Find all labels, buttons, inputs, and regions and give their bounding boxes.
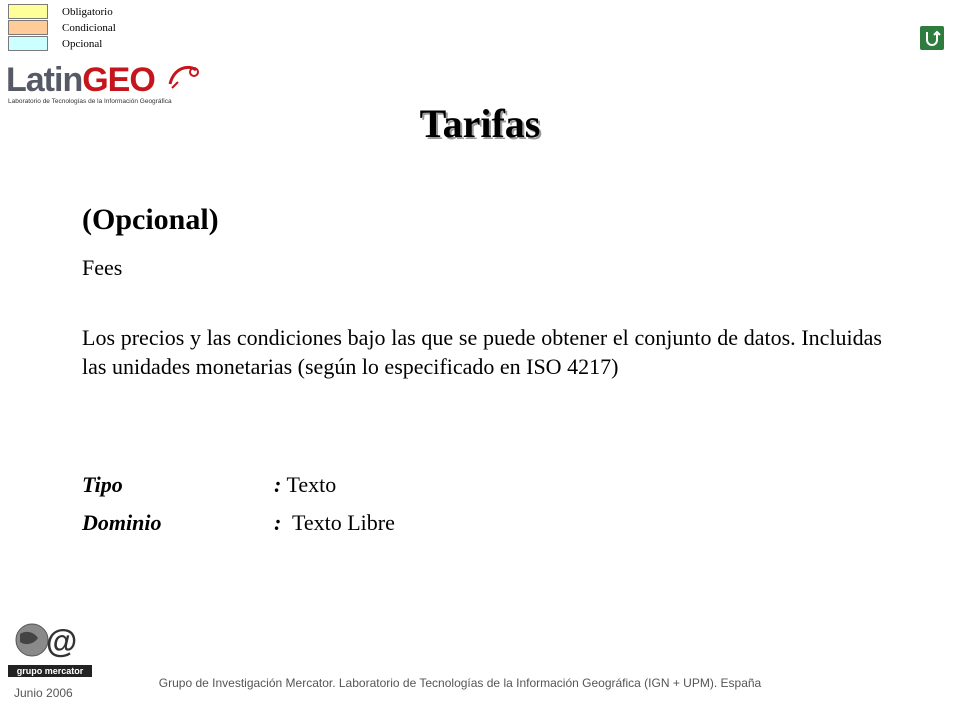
- legend-swatch-condicional: [8, 20, 48, 35]
- logo-subtitle: Laboratorio de Tecnologías de la Información Geográfica: [8, 98, 172, 105]
- logo-wordmark: [6, 60, 155, 100]
- obligation-label: (Opcional): [82, 203, 219, 236]
- logo-swirl-icon: [166, 62, 202, 92]
- field-value-tipo: [274, 472, 336, 498]
- description-text: Los precios y las condiciones bajo las que se puede obtener el conjunto de datos. Incluidas las unidades monetarias (según lo especificado en ISO 4217): [82, 325, 882, 379]
- footer-text: Grupo de Investigación Mercator. Laboratorio de Tecnologías de la Información Geográfica (IGN + UPM). España: [158, 676, 762, 690]
- legend-label-obligatorio: Obligatorio: [62, 6, 113, 18]
- legend-swatch-opcional: [8, 36, 48, 51]
- field-value-dominio: [274, 510, 395, 536]
- undo-icon[interactable]: [920, 26, 944, 50]
- globe-at-icon: [8, 622, 98, 658]
- field-key-tipo: Tipo: [82, 472, 123, 497]
- legend-label-opcional: Opcional: [62, 38, 103, 50]
- svg-text:@: @: [46, 623, 78, 658]
- english-name: Fees: [82, 255, 123, 280]
- slide-title: Tarifas: [419, 101, 541, 146]
- field-colon: :: [274, 472, 282, 497]
- field-value-text: Texto: [286, 472, 337, 497]
- field-colon: :: [274, 510, 282, 535]
- legend-label-condicional: Condicional: [62, 22, 116, 34]
- logo-latin-text: Latin: [6, 61, 83, 99]
- field-key-dominio: Dominio: [82, 510, 162, 535]
- field-value-text: Texto Libre: [291, 510, 395, 535]
- legend-swatch-obligatorio: [8, 4, 48, 19]
- grupo-mercator-logo: [8, 622, 98, 678]
- footer-logo-text: grupo mercator: [8, 665, 92, 677]
- logo-geo-text: GEO: [82, 61, 155, 99]
- footer-date: Junio 2006: [14, 686, 73, 700]
